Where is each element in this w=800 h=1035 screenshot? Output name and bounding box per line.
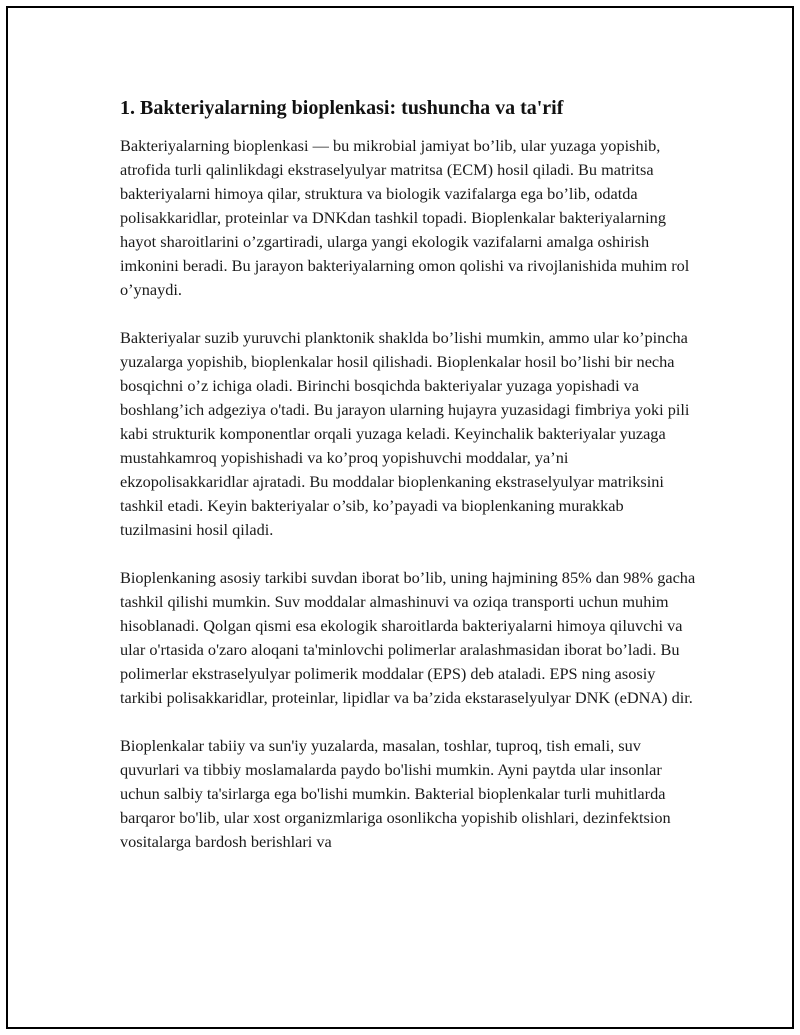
paragraph-1: Bakteriyalarning bioplenkasi — bu mikrobial jamiyat bo’lib, ular yuzaga yopishib, atrofida turli qalinlikdagi ekstraselyulyar matritsa (ECM) hosil qiladi. Bu matritsa bakteriyalarni himoya qilar, struktura va biologik vazifalarga ega bo’lib, odatda polisakkaridlar, proteinlar va DNKdan tashkil topadi. Bioplenkalar bakteriyalarning hayot sharoitlarini o’zgartiradi, ularga yangi ekologik vazifalarni amalga oshirish imkonini beradi. Bu jarayon bakteriyalarning omon qolishi va rivojlanishida muhim rol o’ynaydi.	[120, 136, 690, 299]
paragraph-4: Bioplenkalar tabiiy va sun'iy yuzalarda, masalan, toshlar, tuproq, tish emali, suv quvurlari va tibbiy moslamalarda paydo bo'lishi mumkin. Ayni paytda ular insonlar uchun salbiy ta'sirlarga ega bo'lishi mumkin. Bakterial bioplenkalar turli muhitlarda barqaror bo'lib, ular xost organizmlariga osonlikcha yopishib olishlari, dezinfektsion vositalarga bardosh berishlari va	[120, 736, 671, 851]
paragraph-3: Bioplenkaning asosiy tarkibi suvdan iborat bo’lib, uning hajmining 85% dan 98% gacha tashkil qilishi mumkin. Suv moddalar almashinuvi va oziqa transporti uchun muhim hisoblanadi. Qolgan qismi esa ekologik sharoitlarda bakteriyalarni himoya qiluvchi va ular o'rtasida o'zaro aloqani ta'minlovchi polimerlar aralashmasidan iborat bo’ladi. Bu polimerlar ekstraselyulyar polimerik moddalar (EPS) deb ataladi. EPS ning asosiy tarkibi polisakkaridlar, proteinlar, lipidlar va ba’zida ekstaraselyulyar DNK (eDNA) dir.	[120, 568, 696, 707]
paragraph-2: Bakteriyalar suzib yuruvchi planktonik shaklda bo’lishi mumkin, ammo ular ko’pincha yuzalarga yopishib, bioplenkalar hosil qilishadi. Bioplenkalar hosil bo’lishi bir necha bosqichni o’z ichiga oladi. Birinchi bosqichda bakteriyalar yuzaga yopishadi va boshlang’ich adgeziya o'tadi. Bu jarayon ularning hujayra yuzasidagi fimbriya yoki pili kabi strukturik komponentlar orqali yuzaga keladi. Keyinchalik bakteriyalar yuzaga mustahkamroq yopishishadi va ko’proq yopishuvchi moddalar, ya’ni ekzopolisakkaridlar ajratadi. Bu moddalar bioplenkaning ekstraselyulyar matriksini tashkil etadi. Keyin bakteriyalar o’sib, ko’payadi va bioplenkaning murakkab tuzilmasini hosil qiladi.	[120, 328, 690, 539]
document-body	[120, 96, 700, 878]
section-heading: 1. Bakteriyalarning bioplenkasi: tushuncha va ta'rif	[120, 97, 564, 119]
page-frame	[6, 6, 794, 1029]
